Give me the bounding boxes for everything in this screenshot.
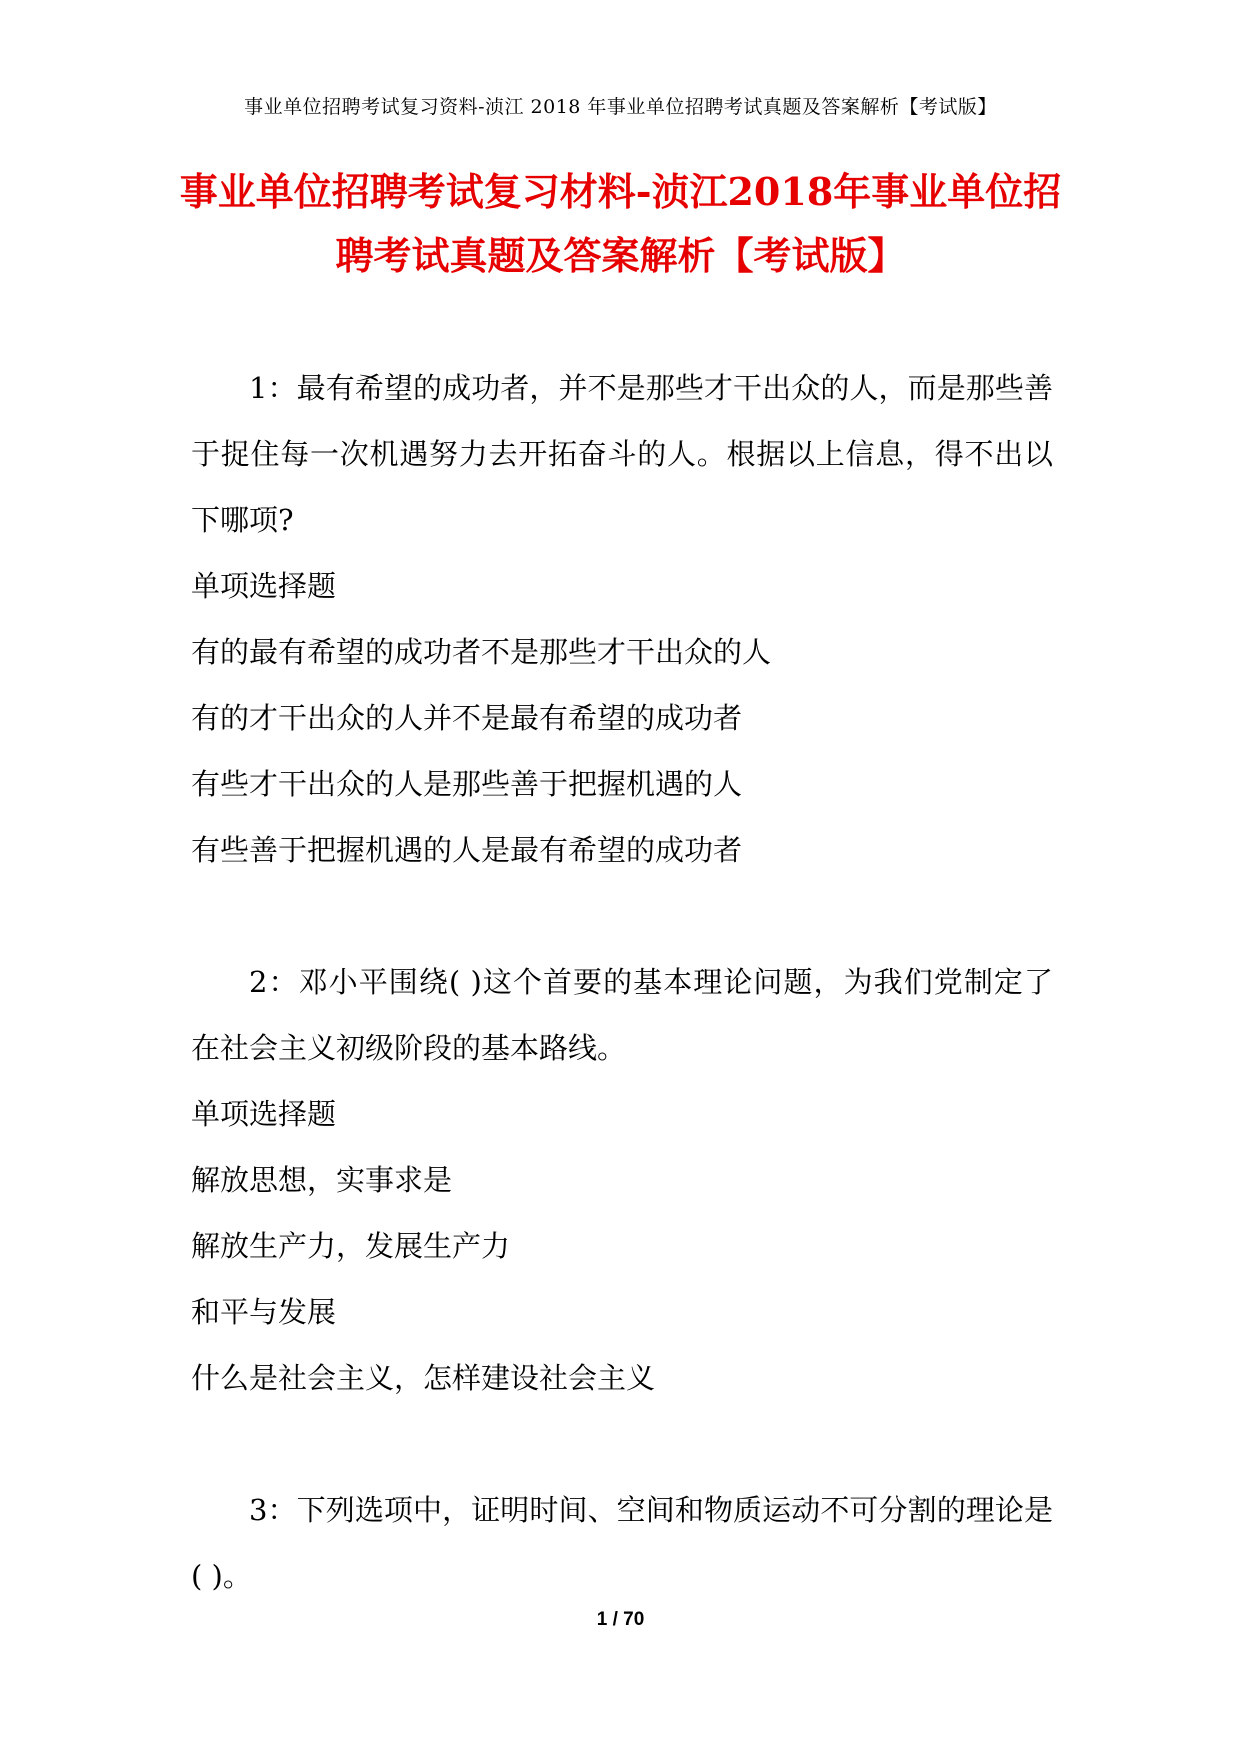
question-type: 单项选择题 <box>191 569 337 603</box>
document-title <box>165 160 1076 288</box>
document-title-line-2: 聘考试真题及答案解析【考试版】 <box>335 233 906 278</box>
answer-option: 有的最有希望的成功者不是那些才干出众的人 <box>191 635 772 669</box>
answer-option: 和平与发展 <box>191 1295 337 1329</box>
question-3 <box>191 1477 1053 1609</box>
question-stem: 3：下列选项中，证明时间、空间和物质运动不可分割的理论是( )。 <box>191 1493 1053 1593</box>
question-type: 单项选择题 <box>191 1097 337 1131</box>
question-1 <box>191 355 1053 883</box>
question-spacer <box>191 883 1053 949</box>
answer-option: 解放生产力，发展生产力 <box>191 1229 511 1263</box>
answer-option: 有些才干出众的人是那些善于把握机遇的人 <box>191 767 743 801</box>
page-number: 1 / 70 <box>596 1609 645 1630</box>
answer-option: 有些善于把握机遇的人是最有希望的成功者 <box>191 833 743 867</box>
question-spacer <box>191 1411 1053 1477</box>
answer-option: 什么是社会主义，怎样建设社会主义 <box>191 1361 656 1395</box>
running-header: 事业单位招聘考试复习资料-浈江 2018 年事业单位招聘考试真题及答案解析【考试版】 <box>244 96 997 118</box>
answer-option: 有的才干出众的人并不是最有希望的成功者 <box>191 701 743 735</box>
answer-option: 解放思想，实事求是 <box>191 1163 453 1197</box>
question-stem: 2：邓小平围绕( )这个首要的基本理论问题，为我们党制定了在社会主义初级阶段的基本路线。 <box>191 965 1053 1065</box>
document-title-line-1: 事业单位招聘考试复习材料-浈江2018年事业单位招 <box>179 169 1062 214</box>
question-stem: 1：最有希望的成功者，并不是那些才干出众的人，而是那些善于捉住每一次机遇努力去开拓奋斗的人。根据以上信息，得不出以下哪项? <box>191 371 1053 537</box>
question-2 <box>191 949 1053 1411</box>
question-list <box>191 355 1053 1609</box>
